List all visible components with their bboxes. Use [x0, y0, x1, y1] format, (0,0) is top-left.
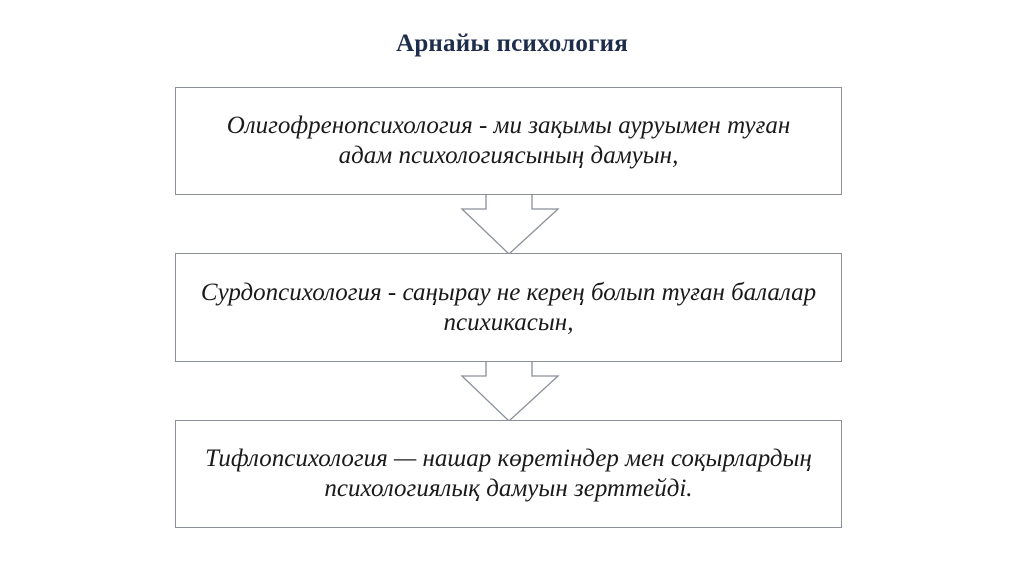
box-line: Тифлопсихология — нашар көретіндер мен соқырлардың — [205, 445, 812, 472]
box-line: адам психологиясының дамуын, — [338, 142, 679, 169]
down-arrow-2 — [460, 360, 560, 422]
box-text — [209, 111, 809, 171]
box-line: психологиялық дамуын зерттейді. — [324, 475, 693, 502]
box-line: Сурдопсихология - саңырау не кереӊ болып туған балалар — [200, 278, 817, 306]
page-title: Арнайы психология — [396, 30, 628, 57]
diagram-box-typhlopsychology — [175, 420, 842, 528]
box-line: психикасын, — [443, 308, 574, 336]
box-line: Олигофренопсихология - ми зақымы ауруымен туған — [226, 112, 791, 139]
down-arrow-1 — [460, 193, 560, 255]
diagram-box-oligophrenopsychology — [175, 87, 842, 195]
diagram-box-surdopsychology — [175, 253, 842, 362]
box-text — [183, 278, 834, 338]
box-text — [187, 444, 830, 504]
